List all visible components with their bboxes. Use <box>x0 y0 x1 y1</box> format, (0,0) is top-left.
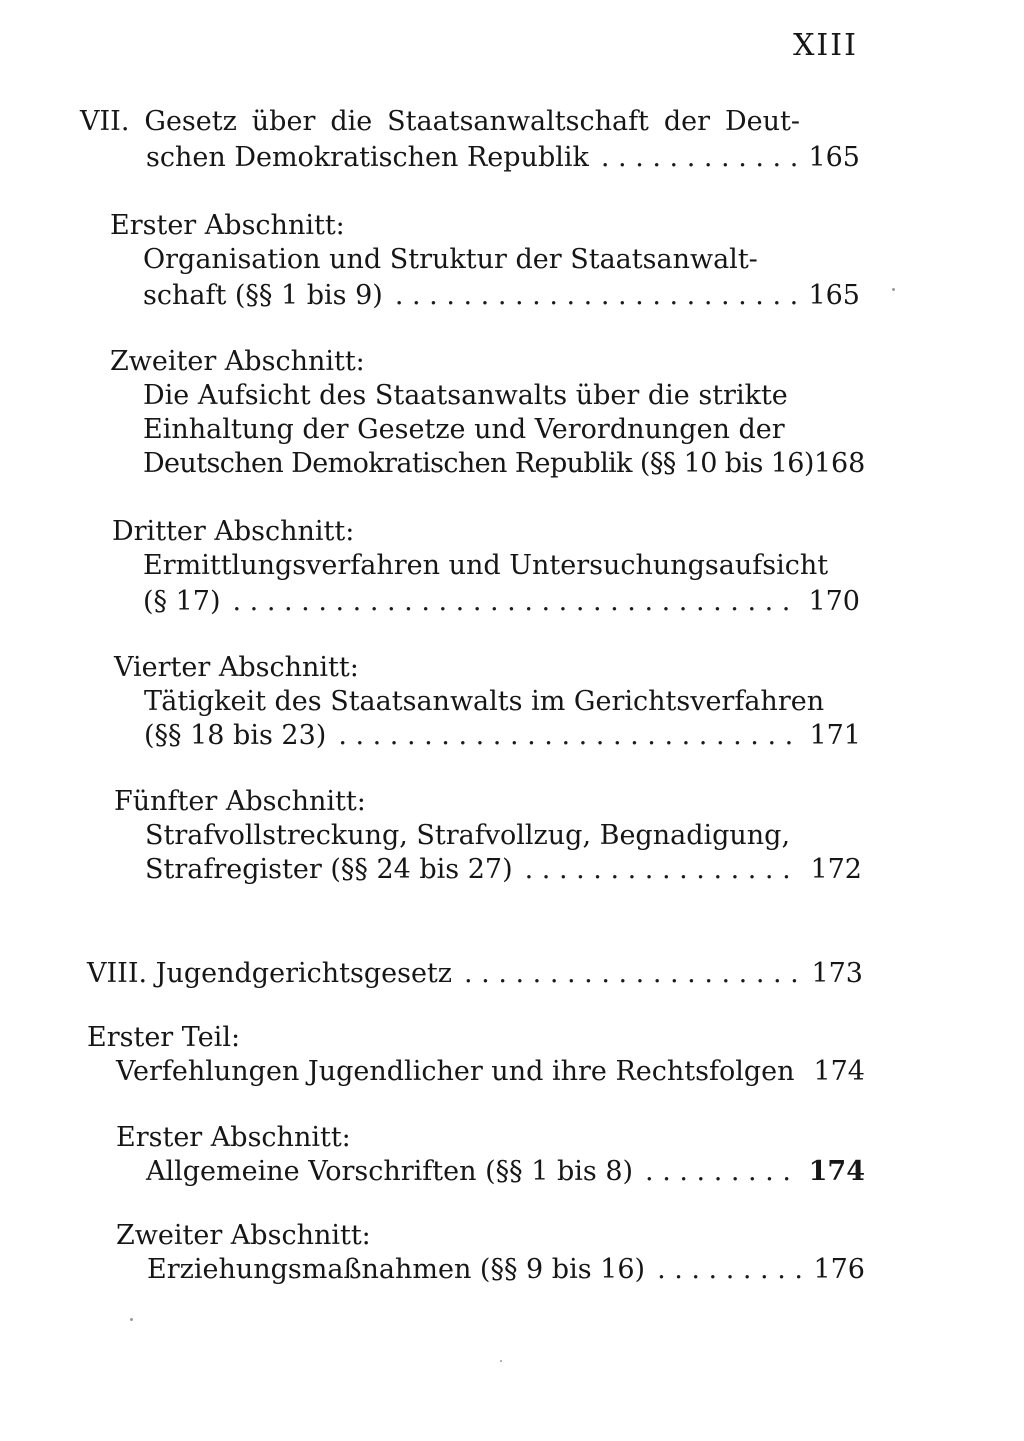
page-ref: 176 <box>813 1254 865 1285</box>
teil-heading: Erster Teil: <box>87 1022 241 1053</box>
entry-line: (§ 17) <box>143 586 221 617</box>
word: der <box>663 106 711 137</box>
word: Deut- <box>724 106 800 137</box>
leader-dots <box>645 1154 797 1190</box>
leader-dots <box>233 584 797 620</box>
entry-line: Allgemeine Vorschriften (§§ 1 bis 8) <box>146 1156 634 1187</box>
page-ref: 170 <box>808 586 860 617</box>
leader-dots <box>338 718 797 754</box>
abschnitt-heading: Zweiter Abschnitt: <box>110 346 365 377</box>
entry-line: Erziehungsmaßnahmen (§§ 9 bis 16) <box>147 1254 646 1285</box>
word: Staatsanwaltschaft <box>387 106 649 137</box>
section-vii-title-line1 <box>80 104 800 140</box>
page-ref: 168 <box>813 448 866 479</box>
toc-entry <box>145 852 862 888</box>
page-ref: 173 <box>811 958 863 989</box>
page-ref: 174 <box>813 1056 865 1087</box>
page-number: XIII <box>793 28 858 63</box>
entry-line: schaft (§§ 1 bis 9) <box>143 280 383 311</box>
scan-speck <box>892 288 895 291</box>
toc-entry <box>116 1054 865 1090</box>
abschnitt-heading: Dritter Abschnitt: <box>112 516 355 547</box>
toc-entry <box>147 1252 865 1288</box>
abschnitt-heading: Zweiter Abschnitt: <box>116 1220 371 1251</box>
leader-dots <box>525 852 799 888</box>
entry-line: Strafregister (§§ 24 bis 27) <box>145 854 513 885</box>
section-vii-title-line2: schen Demokratischen Republik <box>146 142 589 173</box>
abschnitt-heading: Erster Abschnitt: <box>116 1122 351 1153</box>
section-vii-title-line1-text <box>80 104 800 140</box>
toc-entry-section-vii <box>146 140 860 176</box>
word: die <box>330 106 373 137</box>
toc-entry <box>144 718 861 754</box>
entry-line: Tätigkeit des Staatsanwalts im Gerichtsverfahren <box>144 686 825 717</box>
page-ref: 172 <box>810 854 862 885</box>
entry-line: Ermittlungsverfahren und Untersuchungsaufsicht <box>143 550 829 581</box>
entry-line: (§§ 18 bis 23) <box>144 720 327 751</box>
page-ref: 171 <box>809 720 861 751</box>
leader-dots <box>464 956 799 992</box>
toc-entry <box>143 278 860 314</box>
entry-line: Einhaltung der Gesetze und Verordnungen der <box>143 414 785 445</box>
word: Gesetz <box>144 106 237 137</box>
abschnitt-heading: Vierter Abschnitt: <box>114 652 359 683</box>
leader-dots <box>601 140 797 176</box>
toc-entry-section-viii <box>87 956 863 992</box>
leader-dots <box>657 1252 801 1288</box>
toc-entry <box>146 1154 865 1190</box>
scan-speck <box>500 1360 502 1362</box>
leader-dots <box>395 278 797 314</box>
page-ref: 174 <box>808 1156 865 1187</box>
abschnitt-heading: Erster Abschnitt: <box>110 210 345 241</box>
entry-line: Strafvollstreckung, Strafvollzug, Begnadigung, <box>145 820 791 851</box>
entry-line: Die Aufsicht des Staatsanwalts über die strikte <box>143 380 788 411</box>
page-ref: 165 <box>808 280 860 311</box>
word: VII. <box>80 106 130 137</box>
entry-line: Deutschen Demokratischen Republik (§§ 10 bis 16) <box>143 448 814 479</box>
toc-entry <box>143 446 866 482</box>
entry-line: Verfehlungen Jugendlicher und ihre Rechtsfolgen <box>116 1056 795 1087</box>
scan-speck <box>130 1318 133 1321</box>
entry-line: Organisation und Struktur der Staatsanwalt- <box>143 244 758 275</box>
abschnitt-heading: Fünfter Abschnitt: <box>114 786 366 817</box>
section-viii-title: VIII. Jugendgerichtsgesetz <box>87 958 453 989</box>
word: über <box>251 106 316 137</box>
toc-entry <box>143 584 860 620</box>
page-ref: 165 <box>808 142 860 173</box>
